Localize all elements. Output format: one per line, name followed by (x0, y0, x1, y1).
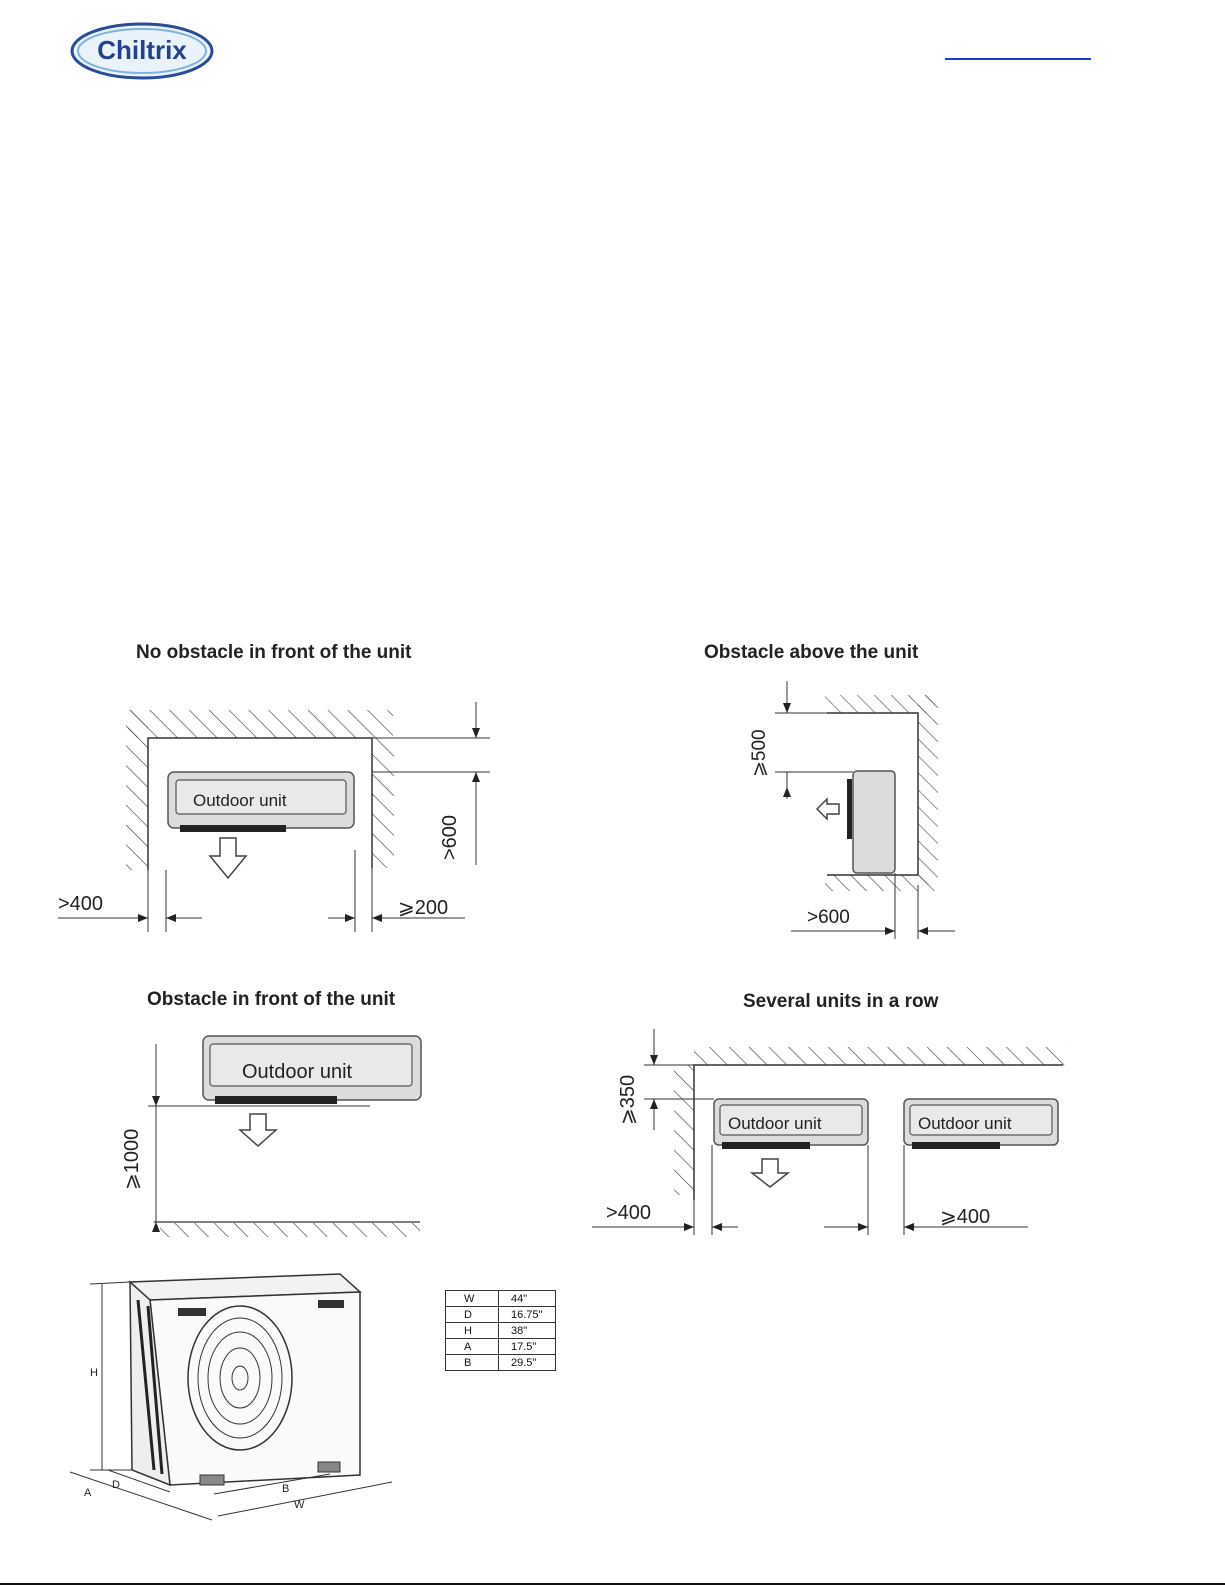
diagram-obstacle-above (735, 675, 975, 945)
logo-text: Chiltrix (97, 35, 187, 65)
dimension-value: 44" (499, 1291, 556, 1307)
table-row (446, 1355, 556, 1371)
chiltrix-logo (70, 20, 220, 82)
diagram-title-obstacle-above: Obstacle above the unit (704, 642, 919, 663)
dimension-key: H (446, 1323, 499, 1339)
label-w: W (294, 1499, 305, 1511)
diagram-obstacle-front (100, 1030, 440, 1250)
dimension-key: D (446, 1307, 499, 1323)
dim-bottom-label: >600 (807, 907, 850, 928)
unit-label: Outdoor unit (193, 791, 287, 810)
label-a: A (84, 1487, 92, 1499)
dim-top-label: ⩾500 (749, 729, 770, 777)
dimension-value: 17.5" (499, 1339, 556, 1355)
dim-side-right-label: ⩾200 (398, 897, 449, 919)
diagram-units-in-row (588, 1025, 1068, 1240)
diagram-title-no-obstacle: No obstacle in front of the unit (136, 642, 412, 663)
unit-label-2: Outdoor unit (918, 1114, 1012, 1133)
table-row (446, 1339, 556, 1355)
unit-label: Outdoor unit (242, 1061, 353, 1083)
dim-rear-label: ⩾350 (617, 1074, 639, 1125)
unit-label-1: Outdoor unit (728, 1114, 822, 1133)
dim-side-left-label: >400 (58, 893, 104, 915)
dimension-value: 38" (499, 1323, 556, 1339)
label-h: H (90, 1367, 98, 1379)
table-row (446, 1291, 556, 1307)
diagram-no-obstacle-front (50, 690, 520, 940)
dimensions-table (445, 1290, 556, 1371)
label-d: D (112, 1479, 120, 1491)
diagram-title-obstacle-front: Obstacle in front of the unit (147, 989, 396, 1010)
table-row (446, 1307, 556, 1323)
dimension-key: B (446, 1355, 499, 1371)
dim-between-label: ⩾400 (940, 1206, 991, 1228)
diagram-unit-3d (60, 1270, 405, 1520)
label-b: B (282, 1483, 290, 1495)
dim-front-label: ⩾1000 (121, 1128, 143, 1190)
diagram-title-units-in-row: Several units in a row (743, 991, 939, 1012)
header-link[interactable] (945, 58, 1091, 60)
table-row (446, 1323, 556, 1339)
dimension-value: 16.75" (499, 1307, 556, 1323)
dim-side-label: >400 (606, 1202, 652, 1224)
dimension-key: W (446, 1291, 499, 1307)
dimension-value: 29.5" (499, 1355, 556, 1371)
dimension-key: A (446, 1339, 499, 1355)
dim-front-label: >600 (439, 814, 461, 860)
